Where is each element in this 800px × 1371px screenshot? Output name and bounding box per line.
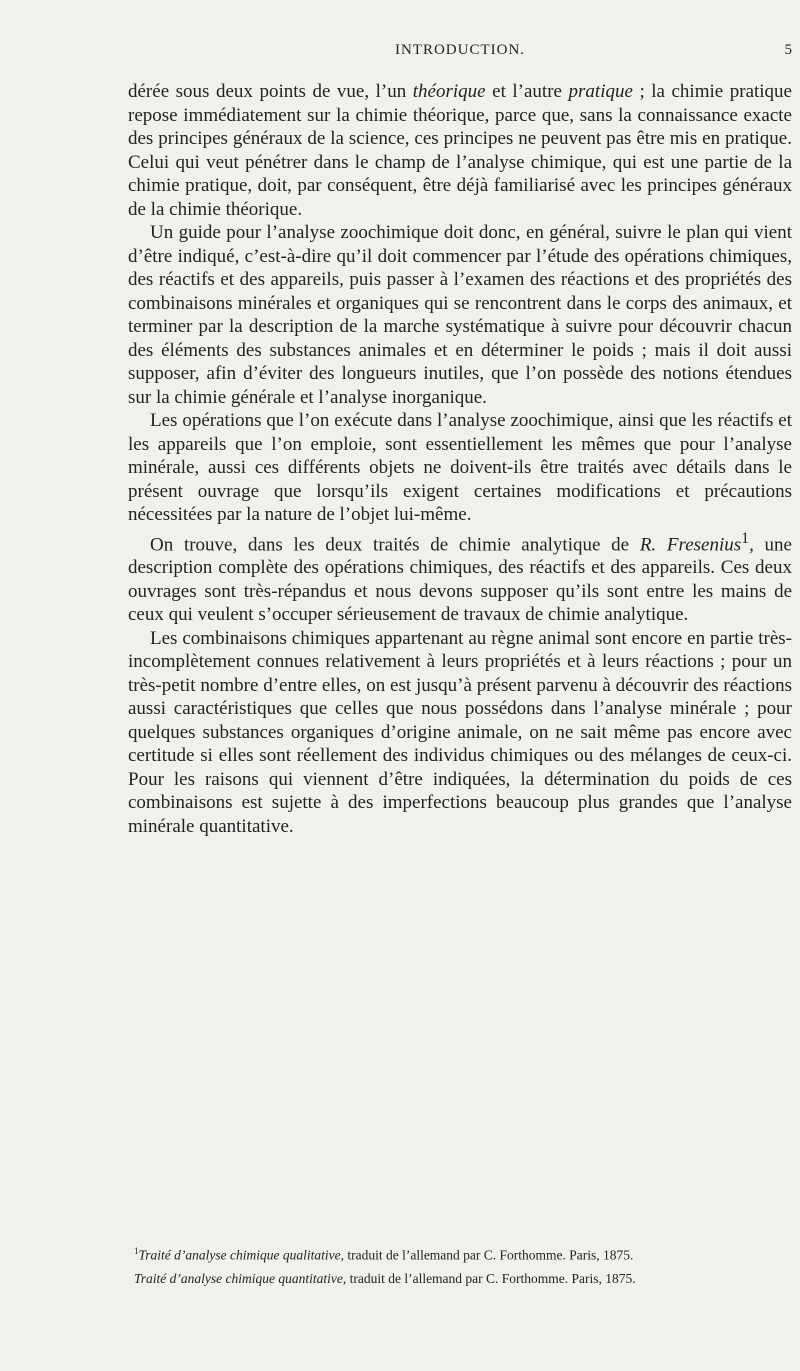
footnotes xyxy=(128,1240,792,1290)
paragraph-1 xyxy=(128,80,792,221)
footnote-1-title: Traité d’analyse chimique qualitative xyxy=(138,1247,341,1263)
paragraph-4 xyxy=(128,527,792,627)
footnote-2-text: , traduit de l’allemand par C. Forthomme. Paris, 1875. xyxy=(342,1270,636,1286)
paragraph-3: Les opérations que l’on exécute dans l’analyse zoochimique, ainsi que les réactifs et les appareils que l’on emploie, sont essentiellement les mêmes que pour l’analyse minérale, aussi ces différents objets ne doivent-ils être traités avec détails dans le présent ouvrage que lorsqu’ils exigent certaines modifications et précautions nécessitées par la nature de l’objet lui-même. xyxy=(128,410,792,525)
page-number: 5 xyxy=(784,42,792,58)
footnote-2 xyxy=(128,1267,792,1290)
paragraph-4-text-a: On trouve, dans les deux traités de chimie analytique de xyxy=(150,533,640,555)
footnote-2-title: Traité d’analyse chimique quantitative xyxy=(134,1270,343,1286)
paragraph-2: Un guide pour l’analyse zoochimique doit donc, en général, suivre le plan qui vient d’être indiqué, c’est-à-dire qu’il doit commencer par l’étude des opérations chimiques, des réactifs et des appareils, puis passer à l’examen des réactions et des propriétés des combinaisons minérales et organiques qui se rencontrent dans le corps des animaux, et terminer par la description de la marche systématique à suivre pour découvrir chacun des éléments des substances animales et en déterminer le poids ; mais il doit aussi supposer, afin d’éviter des longueurs inutiles, que l’on possède des notions étendues sur la chimie générale et l’analyse inorganique. xyxy=(128,222,792,408)
footnote-1-text: , traduit de l’allemand par C. Forthomme. Paris, 1875. xyxy=(340,1247,634,1263)
footnote-ref-1: 1 xyxy=(741,529,750,547)
footnote-1 xyxy=(128,1240,792,1267)
running-title: INTRODUCTION. xyxy=(394,42,526,58)
paragraph-1-text-c: et l’autre xyxy=(485,81,569,102)
body-text xyxy=(128,80,792,838)
footnote-1-marker: 1 xyxy=(134,1246,139,1256)
paragraph-1-text-e: ; la chimie pratique repose immédiatement sur la chimie théorique, parce que, sans la connaissance exacte des principes généraux de la science, ces principes ne peuvent pas être mis en pratique. Celui qui veut pénétrer dans le champ de l’analyse chimique, qui est une partie de la chimie pratique, doit, par conséquent, être déjà familiarisé avec les principes généraux de la chimie théorique. xyxy=(128,81,792,220)
term-theorique: théorique xyxy=(412,81,486,102)
term-pratique: pratique xyxy=(568,81,633,102)
paragraph-5: Les combinaisons chimiques appartenant au règne animal sont encore en partie très-incomplètement connues relativement à leurs propriétés et à leurs réactions ; pour un très-petit nombre d’entre elles, on est jusqu’à présent parvenu à découvrir des réactions aussi caractéristiques que celles que nous possédons dans l’analyse minérale ; pour quelques substances organiques d’origine animale, on ne sait même pas encore avec certitude si elles sont réellement des individus chimiques ou des mélanges de ceux-ci. Pour les raisons qui viennent d’être indiquées, la détermination du poids de ces combinaisons est sujette à des imperfections beaucoup plus grandes que l’analyse minérale quantitative. xyxy=(128,627,792,837)
running-head xyxy=(128,42,792,66)
paragraph-1-text-a: dérée sous deux points de vue, l’un xyxy=(128,81,413,102)
author-name: R. Fresenius xyxy=(639,533,742,555)
paragraph-4-text-c: , une description complète des opérations chimiques, des réactifs et des appareils. Ces deux ouvrages sont très-répandus et nous devons supposer qu’ils sont entre les mains de ceux qui veulent s’occuper sérieusement de travaux de chimie analytique. xyxy=(128,533,792,626)
